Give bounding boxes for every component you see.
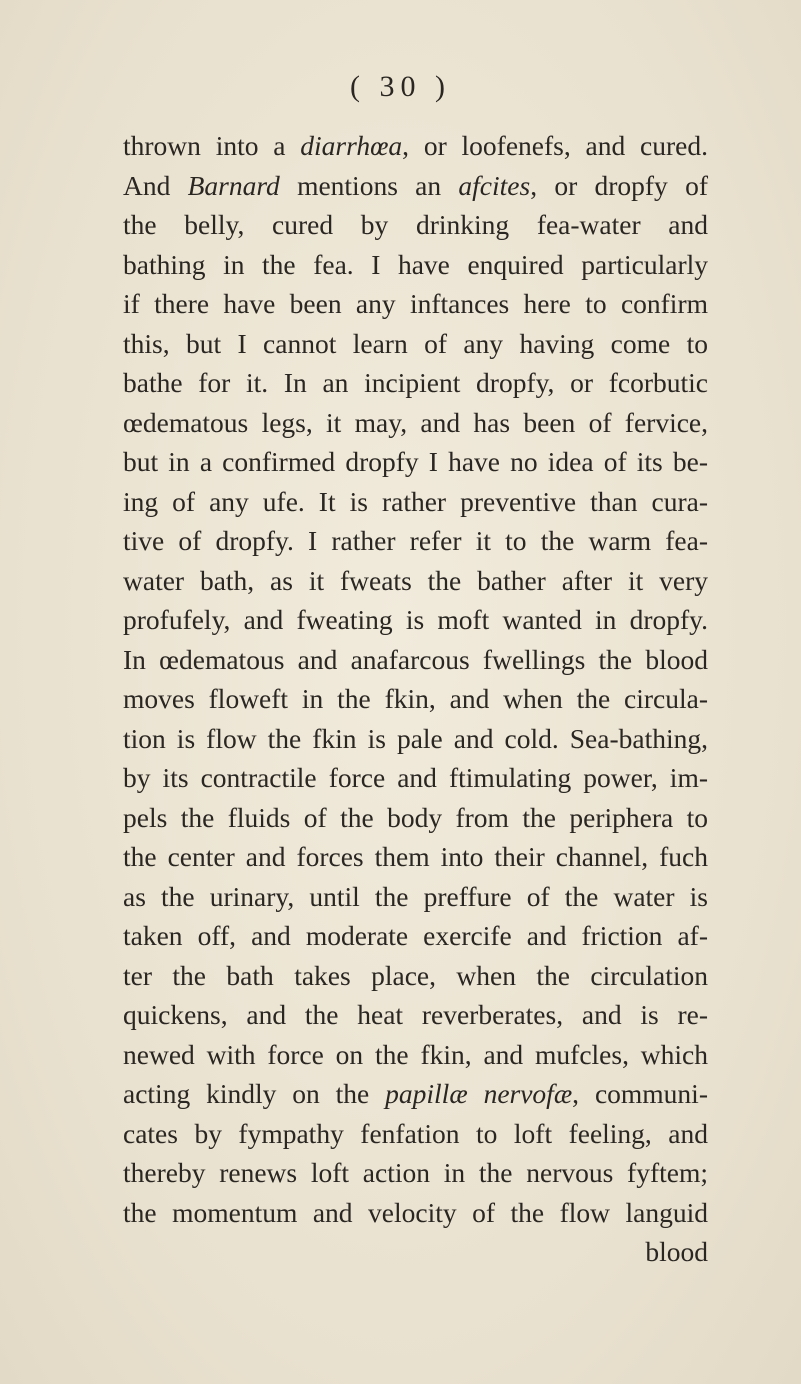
text-line <box>123 1074 708 1114</box>
text-line <box>123 1193 708 1233</box>
text-run: And <box>123 169 188 201</box>
text-run: moves floweft in the fkin, and when the circula- <box>123 683 708 714</box>
text-run: tion is flow the fkin is pale and cold. Sea-bathing, <box>123 722 708 754</box>
text-run: profufely, and fweating is moft wanted in dropfy. <box>123 604 708 635</box>
text-line <box>123 561 708 601</box>
text-run: as the urinary, until the preffure of the water is <box>123 880 708 912</box>
text-run: thereby renews loft action in the nervous fyftem; <box>123 1157 708 1188</box>
italic-text: papillæ nervofæ <box>385 1078 573 1109</box>
text-line <box>123 521 708 561</box>
text-line <box>123 126 708 166</box>
text-line <box>123 1232 708 1272</box>
text-run: , or dropfy of <box>530 169 708 201</box>
text-run: bathe for it. In an incipient dropfy, or fcorbutic <box>123 367 708 398</box>
text-run: cates by fympathy fenfation to loft feeling, and <box>123 1117 708 1149</box>
text-line <box>123 679 708 719</box>
text-run: bathing in the fea. I have enquired particularly <box>123 248 708 280</box>
text-line <box>123 245 708 285</box>
text-line <box>123 324 708 364</box>
text-line <box>123 719 708 759</box>
text-run: tive of dropfy. I rather refer it to the warm fea- <box>123 525 708 556</box>
text-run: In œdematous and anafarcous fwellings the blood <box>123 643 708 675</box>
text-line <box>123 284 708 324</box>
text-line <box>123 837 708 877</box>
italic-text: diarrhœa <box>300 130 403 161</box>
text-run: ter the bath takes place, when the circulation <box>123 959 708 991</box>
text-run: , communi- <box>572 1078 708 1109</box>
text-line <box>123 1153 708 1193</box>
text-line <box>123 403 708 443</box>
text-run: ing of any ufe. It is rather preventive than cura- <box>123 485 708 517</box>
text-run: acting kindly on the <box>123 1078 386 1109</box>
text-line <box>123 758 708 798</box>
text-run: by its contractile force and ftimulating power, im- <box>123 762 708 793</box>
text-line <box>123 956 708 996</box>
italic-text: Barnard <box>187 169 280 201</box>
text-line <box>123 995 708 1035</box>
text-line <box>123 166 708 206</box>
text-line <box>123 482 708 522</box>
text-run: mentions an <box>279 169 459 201</box>
italic-text: afcites <box>458 169 531 201</box>
text-line <box>123 1114 708 1154</box>
text-run: this, but I cannot learn of any having come to <box>123 327 708 359</box>
text-run: but in a confirmed dropfy I have no idea of its be- <box>123 446 708 477</box>
text-run: , or loofenefs, and cured. <box>402 130 708 161</box>
text-run: pels the fluids of the body from the periphera to <box>123 801 708 833</box>
text-run: the momentum and velocity of the flow languid <box>123 1196 708 1228</box>
text-run: newed with force on the fkin, and mufcles, which <box>123 1038 708 1070</box>
text-line <box>123 916 708 956</box>
text-line <box>123 1035 708 1075</box>
page-number: ( 30 ) <box>350 70 451 103</box>
text-run: if there have been any inftances here to confirm <box>123 288 708 319</box>
text-run: taken off, and moderate exercife and friction af- <box>123 920 708 951</box>
text-run: the belly, cured by drinking fea-water and <box>123 209 708 240</box>
text-line <box>123 205 708 245</box>
text-run: thrown into a <box>123 130 301 161</box>
text-run: œdematous legs, it may, and has been of fervice, <box>123 406 708 438</box>
text-line <box>123 442 708 482</box>
text-line <box>123 640 708 680</box>
text-line <box>123 600 708 640</box>
body-text <box>123 126 708 1272</box>
text-run: the center and forces them into their channel, fuch <box>123 841 708 872</box>
text-line <box>123 798 708 838</box>
text-line <box>123 877 708 917</box>
text-run: water bath, as it fweats the bather after it very <box>123 564 708 596</box>
text-run: quickens, and the heat reverberates, and is re- <box>123 999 708 1030</box>
text-run: blood <box>645 1236 708 1267</box>
text-line <box>123 363 708 403</box>
